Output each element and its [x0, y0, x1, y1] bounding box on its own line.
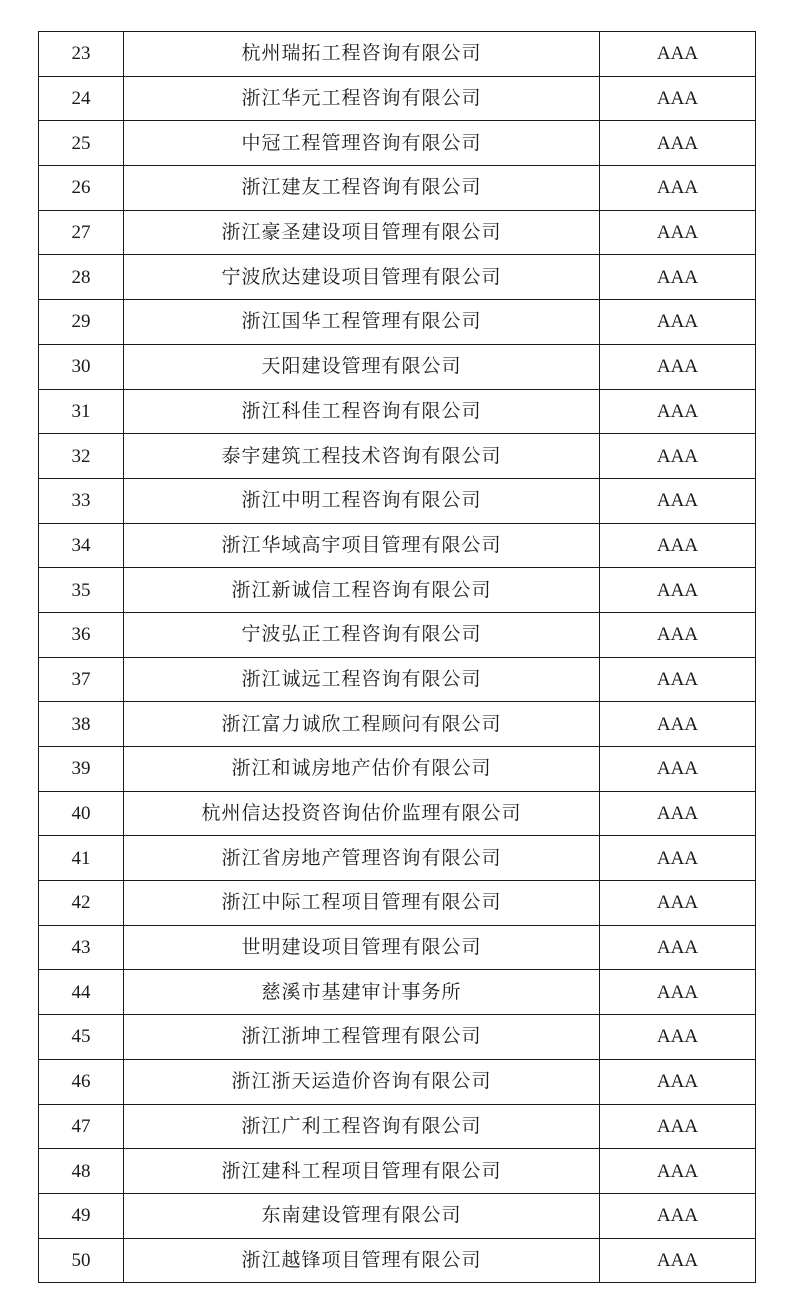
- table-row: [39, 210, 756, 255]
- table-row: [39, 568, 756, 613]
- credit-grade-cell: AAA: [600, 568, 756, 613]
- company-name-cell: 浙江华元工程咨询有限公司: [124, 76, 600, 121]
- company-name-cell: 浙江科佳工程咨询有限公司: [124, 389, 600, 434]
- company-name-cell: 浙江豪圣建设项目管理有限公司: [124, 210, 600, 255]
- company-name-cell: 浙江和诚房地产估价有限公司: [124, 747, 600, 792]
- row-number-cell: 43: [39, 925, 124, 970]
- row-number-cell: 23: [39, 32, 124, 77]
- row-number-cell: 35: [39, 568, 124, 613]
- credit-rating-table-container: [38, 31, 755, 1283]
- table-row: [39, 1059, 756, 1104]
- table-row: [39, 657, 756, 702]
- table-row: [39, 791, 756, 836]
- company-name-cell: 浙江浙坤工程管理有限公司: [124, 1015, 600, 1060]
- company-name-cell: 浙江广利工程咨询有限公司: [124, 1104, 600, 1149]
- company-name-cell: 浙江富力诚欣工程顾问有限公司: [124, 702, 600, 747]
- credit-grade-cell: AAA: [600, 747, 756, 792]
- row-number-cell: 31: [39, 389, 124, 434]
- row-number-cell: 47: [39, 1104, 124, 1149]
- credit-grade-cell: AAA: [600, 344, 756, 389]
- table-row: [39, 747, 756, 792]
- table-row: [39, 1104, 756, 1149]
- table-row: [39, 1015, 756, 1060]
- row-number-cell: 32: [39, 434, 124, 479]
- row-number-cell: 34: [39, 523, 124, 568]
- company-name-cell: 浙江建友工程咨询有限公司: [124, 166, 600, 211]
- row-number-cell: 44: [39, 970, 124, 1015]
- credit-grade-cell: AAA: [600, 32, 756, 77]
- company-name-cell: 东南建设管理有限公司: [124, 1193, 600, 1238]
- company-name-cell: 中冠工程管理咨询有限公司: [124, 121, 600, 166]
- company-name-cell: 杭州瑞拓工程咨询有限公司: [124, 32, 600, 77]
- credit-grade-cell: AAA: [600, 1104, 756, 1149]
- table-row: [39, 389, 756, 434]
- table-row: [39, 344, 756, 389]
- row-number-cell: 42: [39, 881, 124, 926]
- company-name-cell: 浙江华域高宇项目管理有限公司: [124, 523, 600, 568]
- row-number-cell: 40: [39, 791, 124, 836]
- table-row: [39, 478, 756, 523]
- row-number-cell: 46: [39, 1059, 124, 1104]
- credit-grade-cell: AAA: [600, 255, 756, 300]
- credit-grade-cell: AAA: [600, 881, 756, 926]
- credit-grade-cell: AAA: [600, 702, 756, 747]
- company-name-cell: 浙江省房地产管理咨询有限公司: [124, 836, 600, 881]
- table-row: [39, 32, 756, 77]
- company-name-cell: 宁波弘正工程咨询有限公司: [124, 612, 600, 657]
- credit-rating-table: [38, 31, 756, 1283]
- company-name-cell: 浙江中明工程咨询有限公司: [124, 478, 600, 523]
- credit-grade-cell: AAA: [600, 300, 756, 345]
- row-number-cell: 24: [39, 76, 124, 121]
- credit-grade-cell: AAA: [600, 1238, 756, 1283]
- row-number-cell: 30: [39, 344, 124, 389]
- table-row: [39, 1238, 756, 1283]
- table-row: [39, 76, 756, 121]
- company-name-cell: 天阳建设管理有限公司: [124, 344, 600, 389]
- row-number-cell: 48: [39, 1149, 124, 1194]
- row-number-cell: 50: [39, 1238, 124, 1283]
- table-row: [39, 434, 756, 479]
- credit-grade-cell: AAA: [600, 523, 756, 568]
- company-name-cell: 世明建设项目管理有限公司: [124, 925, 600, 970]
- table-row: [39, 1149, 756, 1194]
- credit-grade-cell: AAA: [600, 478, 756, 523]
- row-number-cell: 29: [39, 300, 124, 345]
- row-number-cell: 45: [39, 1015, 124, 1060]
- table-row: [39, 300, 756, 345]
- credit-grade-cell: AAA: [600, 1149, 756, 1194]
- table-row: [39, 836, 756, 881]
- company-name-cell: 慈溪市基建审计事务所: [124, 970, 600, 1015]
- credit-grade-cell: AAA: [600, 612, 756, 657]
- row-number-cell: 27: [39, 210, 124, 255]
- credit-grade-cell: AAA: [600, 1015, 756, 1060]
- credit-grade-cell: AAA: [600, 970, 756, 1015]
- row-number-cell: 28: [39, 255, 124, 300]
- company-name-cell: 浙江新诚信工程咨询有限公司: [124, 568, 600, 613]
- row-number-cell: 37: [39, 657, 124, 702]
- credit-grade-cell: AAA: [600, 210, 756, 255]
- company-name-cell: 浙江越锋项目管理有限公司: [124, 1238, 600, 1283]
- row-number-cell: 41: [39, 836, 124, 881]
- row-number-cell: 36: [39, 612, 124, 657]
- company-name-cell: 浙江国华工程管理有限公司: [124, 300, 600, 345]
- company-name-cell: 宁波欣达建设项目管理有限公司: [124, 255, 600, 300]
- table-row: [39, 881, 756, 926]
- table-row: [39, 925, 756, 970]
- row-number-cell: 33: [39, 478, 124, 523]
- company-name-cell: 浙江建科工程项目管理有限公司: [124, 1149, 600, 1194]
- credit-grade-cell: AAA: [600, 121, 756, 166]
- credit-grade-cell: AAA: [600, 925, 756, 970]
- company-name-cell: 浙江浙天运造价咨询有限公司: [124, 1059, 600, 1104]
- table-row: [39, 1193, 756, 1238]
- credit-grade-cell: AAA: [600, 166, 756, 211]
- credit-grade-cell: AAA: [600, 1193, 756, 1238]
- company-name-cell: 泰宇建筑工程技术咨询有限公司: [124, 434, 600, 479]
- credit-grade-cell: AAA: [600, 389, 756, 434]
- company-name-cell: 杭州信达投资咨询估价监理有限公司: [124, 791, 600, 836]
- table-row: [39, 702, 756, 747]
- credit-grade-cell: AAA: [600, 76, 756, 121]
- table-row: [39, 255, 756, 300]
- credit-grade-cell: AAA: [600, 434, 756, 479]
- table-row: [39, 523, 756, 568]
- table-row: [39, 970, 756, 1015]
- table-body: [39, 32, 756, 1283]
- company-name-cell: 浙江诚远工程咨询有限公司: [124, 657, 600, 702]
- row-number-cell: 49: [39, 1193, 124, 1238]
- credit-grade-cell: AAA: [600, 836, 756, 881]
- row-number-cell: 25: [39, 121, 124, 166]
- table-row: [39, 612, 756, 657]
- row-number-cell: 26: [39, 166, 124, 211]
- table-row: [39, 121, 756, 166]
- company-name-cell: 浙江中际工程项目管理有限公司: [124, 881, 600, 926]
- credit-grade-cell: AAA: [600, 1059, 756, 1104]
- credit-grade-cell: AAA: [600, 791, 756, 836]
- credit-grade-cell: AAA: [600, 657, 756, 702]
- row-number-cell: 39: [39, 747, 124, 792]
- row-number-cell: 38: [39, 702, 124, 747]
- table-row: [39, 166, 756, 211]
